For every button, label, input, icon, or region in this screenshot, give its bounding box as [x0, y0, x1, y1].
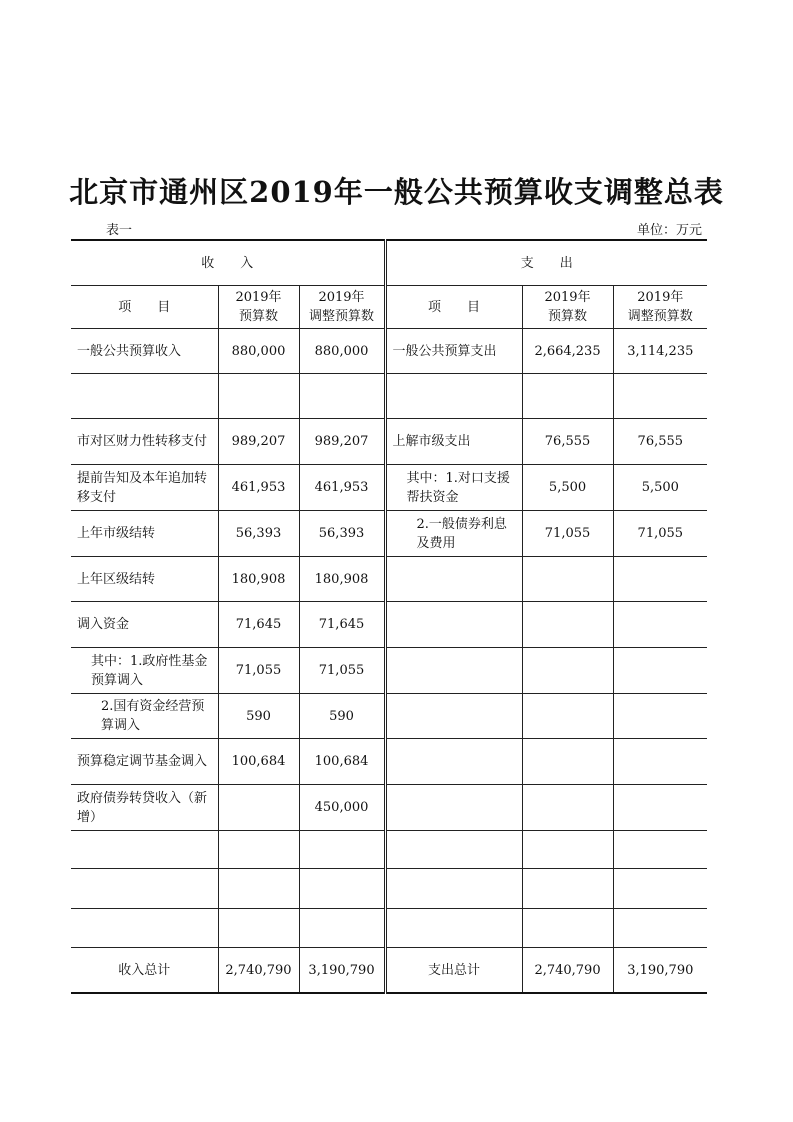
table-row	[71, 739, 707, 785]
expense-item-cell	[385, 739, 522, 785]
expense-budget-cell	[522, 648, 613, 694]
table-row	[71, 419, 707, 465]
income-budget-cell: 880,000	[218, 329, 299, 374]
table-row	[71, 831, 707, 869]
income-item-cell: 上年区级结转	[71, 557, 218, 602]
expense-budget-cell	[522, 694, 613, 739]
income-adjusted-cell: 56,393	[299, 511, 385, 557]
income-item-header: 项 目	[71, 286, 218, 329]
income-total-adjusted: 3,190,790	[299, 948, 385, 994]
table-row	[71, 329, 707, 374]
expense-adjusted-cell	[613, 694, 707, 739]
expense-adjusted-cell: 5,500	[613, 465, 707, 511]
expense-section-header: 支 出	[385, 240, 707, 286]
income-budget-cell: 590	[218, 694, 299, 739]
table-row	[71, 602, 707, 648]
income-budget-cell	[218, 374, 299, 419]
income-item-cell: 一般公共预算收入	[71, 329, 218, 374]
income-item-cell	[71, 374, 218, 419]
expense-item-cell	[385, 694, 522, 739]
table-row	[71, 785, 707, 831]
column-header-row	[71, 286, 707, 329]
page-title: 北京市通州区2019年一般公共预算收支调整总表	[69, 175, 724, 209]
expense-item-cell	[385, 602, 522, 648]
expense-total-adjusted: 3,190,790	[613, 948, 707, 994]
table-row	[71, 869, 707, 909]
income-item-cell	[71, 869, 218, 909]
header-line: 2019年	[235, 290, 282, 305]
income-budget-cell	[218, 785, 299, 831]
income-total-label: 收入总计	[71, 948, 218, 994]
table-row	[71, 465, 707, 511]
income-adjusted-cell	[299, 909, 385, 948]
expense-item-cell	[385, 831, 522, 869]
income-total-budget: 2,740,790	[218, 948, 299, 994]
income-budget-header	[218, 286, 299, 329]
expense-item-cell: 一般公共预算支出	[385, 329, 522, 374]
income-budget-cell: 989,207	[218, 419, 299, 465]
income-budget-cell: 56,393	[218, 511, 299, 557]
expense-adjusted-cell	[613, 739, 707, 785]
table-row	[71, 374, 707, 419]
income-budget-cell: 180,908	[218, 557, 299, 602]
income-adjusted-cell: 71,645	[299, 602, 385, 648]
header-line: 2019年	[637, 290, 684, 305]
expense-adjusted-header	[613, 286, 707, 329]
income-item-cell: 市对区财力性转移支付	[71, 419, 218, 465]
income-adjusted-cell: 450,000	[299, 785, 385, 831]
income-item-cell: 预算稳定调节基金调入	[71, 739, 218, 785]
expense-adjusted-cell: 76,555	[613, 419, 707, 465]
income-adjusted-header	[299, 286, 385, 329]
table-row	[71, 511, 707, 557]
unit-label: 单位：万元	[636, 223, 702, 238]
expense-budget-cell	[522, 831, 613, 869]
expense-item-cell: 上解市级支出	[385, 419, 522, 465]
income-adjusted-cell: 100,684	[299, 739, 385, 785]
expense-budget-cell	[522, 785, 613, 831]
expense-item-cell	[385, 869, 522, 909]
expense-budget-cell	[522, 869, 613, 909]
expense-item-cell	[385, 648, 522, 694]
expense-budget-cell: 2,664,235	[522, 329, 613, 374]
expense-budget-cell	[522, 909, 613, 948]
expense-adjusted-cell	[613, 374, 707, 419]
expense-budget-cell	[522, 739, 613, 785]
expense-budget-header	[522, 286, 613, 329]
income-adjusted-cell	[299, 374, 385, 419]
income-budget-cell: 461,953	[218, 465, 299, 511]
expense-adjusted-cell	[613, 831, 707, 869]
income-budget-cell: 71,055	[218, 648, 299, 694]
expense-adjusted-cell: 3,114,235	[613, 329, 707, 374]
income-budget-cell	[218, 869, 299, 909]
income-item-cell: 其中：1.政府性基金预算调入	[71, 648, 218, 694]
expense-budget-cell	[522, 602, 613, 648]
expense-adjusted-cell	[613, 602, 707, 648]
header-line: 调整预算数	[627, 309, 693, 324]
income-item-cell	[71, 909, 218, 948]
expense-budget-cell	[522, 557, 613, 602]
header-line: 2019年	[544, 290, 591, 305]
expense-adjusted-cell: 71,055	[613, 511, 707, 557]
section-header-row	[71, 240, 707, 286]
expense-budget-cell: 5,500	[522, 465, 613, 511]
expense-adjusted-cell	[613, 869, 707, 909]
table-number: 表一	[106, 223, 133, 238]
income-adjusted-cell: 180,908	[299, 557, 385, 602]
expense-adjusted-cell	[613, 648, 707, 694]
expense-item-header: 项 目	[385, 286, 522, 329]
table-row	[71, 648, 707, 694]
income-adjusted-cell: 590	[299, 694, 385, 739]
expense-item-cell	[385, 785, 522, 831]
income-item-cell: 调入资金	[71, 602, 218, 648]
expense-budget-cell: 76,555	[522, 419, 613, 465]
expense-item-cell	[385, 909, 522, 948]
header-line: 预算数	[548, 309, 588, 324]
income-item-cell: 提前告知及本年追加转移支付	[71, 465, 218, 511]
income-adjusted-cell	[299, 869, 385, 909]
income-item-cell: 上年市级结转	[71, 511, 218, 557]
income-budget-cell: 100,684	[218, 739, 299, 785]
income-budget-cell: 71,645	[218, 602, 299, 648]
table-row	[71, 557, 707, 602]
header-line: 2019年	[318, 290, 365, 305]
header-line: 预算数	[238, 309, 278, 324]
expense-budget-cell: 71,055	[522, 511, 613, 557]
expense-item-cell	[385, 374, 522, 419]
income-adjusted-cell: 461,953	[299, 465, 385, 511]
budget-table	[71, 239, 707, 994]
income-item-cell	[71, 831, 218, 869]
expense-item-cell	[385, 557, 522, 602]
expense-total-budget: 2,740,790	[522, 948, 613, 994]
expense-adjusted-cell	[613, 557, 707, 602]
income-adjusted-cell	[299, 831, 385, 869]
expense-total-label: 支出总计	[385, 948, 522, 994]
expense-adjusted-cell	[613, 785, 707, 831]
header-line: 调整预算数	[309, 309, 375, 324]
income-adjusted-cell: 71,055	[299, 648, 385, 694]
expense-item-cell: 其中：1.对口支援帮扶资金	[385, 465, 522, 511]
income-adjusted-cell: 880,000	[299, 329, 385, 374]
income-budget-cell	[218, 831, 299, 869]
expense-adjusted-cell	[613, 909, 707, 948]
totals-row	[71, 948, 707, 994]
income-item-cell: 政府债券转贷收入（新增）	[71, 785, 218, 831]
income-adjusted-cell: 989,207	[299, 419, 385, 465]
expense-item-cell: 2.一般债券利息及费用	[385, 511, 522, 557]
expense-budget-cell	[522, 374, 613, 419]
table-row	[71, 694, 707, 739]
income-section-header: 收 入	[71, 240, 385, 286]
income-item-cell: 2.国有资金经营预算调入	[71, 694, 218, 739]
income-budget-cell	[218, 909, 299, 948]
table-row	[71, 909, 707, 948]
